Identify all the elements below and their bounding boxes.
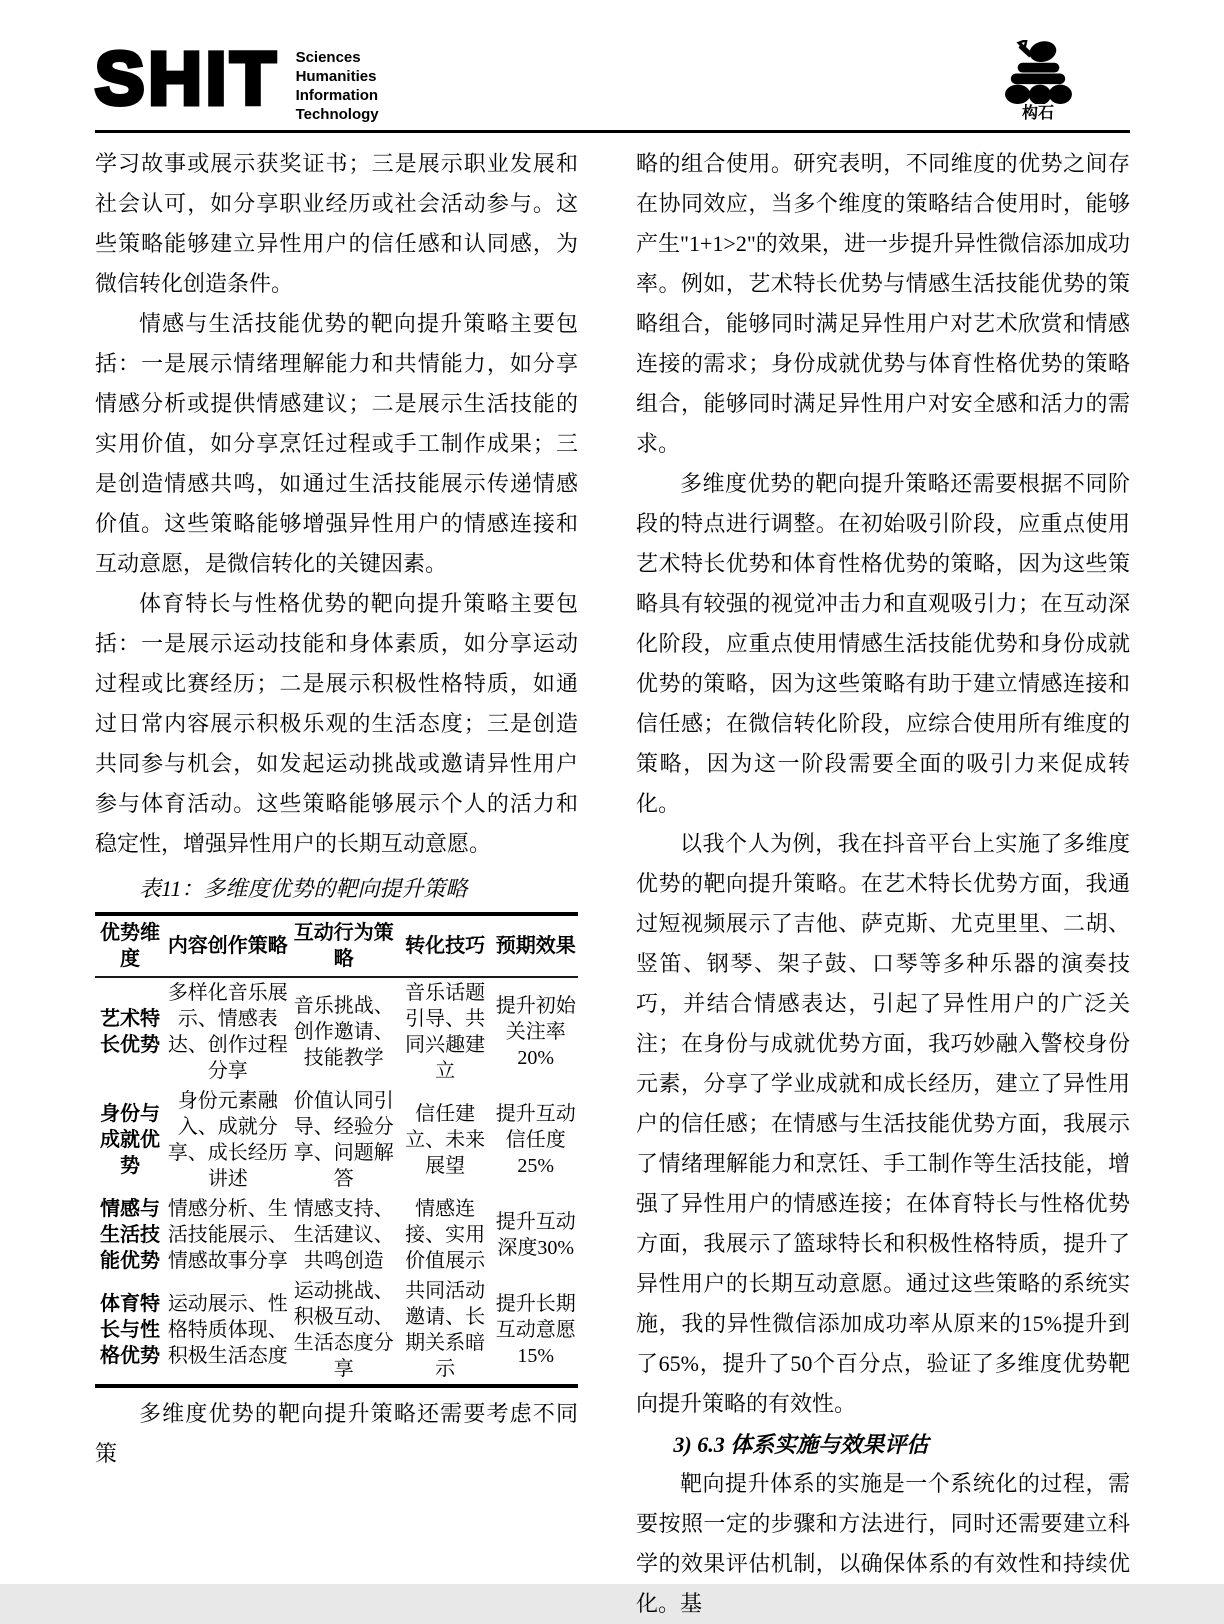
table-cell: 价值认同引导、经验分享、问题解答: [293, 1090, 394, 1190]
paragraph: 学习故事或展示获奖证书；三是展示职业发展和社会认可，如分享职业经历或社会活动参与。这些策略能够建立异性用户的信任感和认同感，为微信转化创造条件。: [95, 151, 578, 296]
table-caption: 表11：多维度优势的靶向提升策略: [139, 876, 468, 901]
table-cell: 信任建立、未来展望: [405, 1103, 486, 1177]
paragraph: 略的组合使用。研究表明，不同维度的优势之间存在协同效应，当多个维度的策略结合使用时，能够产生"1+1>2"的效果，进一步提升异性微信添加成功率。例如，艺术特长优势与情感生活技能优势的策略组合，能够同时满足异性用户对艺术欣赏和情感连接的需求；身份成就优势与体育性格优势的策略组合，能够同时满足异性用户对安全感和活力的需求。: [636, 151, 1130, 456]
table-row: [95, 1276, 578, 1386]
table-cell: 共同活动邀请、长期关系暗示: [405, 1280, 486, 1380]
paragraph: 情感与生活技能优势的靶向提升策略主要包括：一是展示情绪理解能力和共情能力，如分享情感分析或提供情感建议；二是展示生活技能的实用价值，如分享烹饪过程或手工制作成果；三是创造情感共鸣，如通过生活技能展示传递情感价值。这些策略能够增强异性用户的情感连接和互动意愿，是微信转化的关键因素。: [95, 311, 578, 576]
table-header-cell: 预期效果: [493, 914, 578, 977]
left-column: [95, 144, 578, 1624]
table-cell: 提升互动信任度25%: [495, 1103, 576, 1177]
table-row: [95, 977, 578, 1086]
article-body: [95, 144, 1130, 1624]
page-header: [95, 37, 1130, 130]
table-header-cell: 优势维度: [95, 914, 165, 977]
rock-pile-icon: [1000, 40, 1076, 104]
table-cell: 情感支持、生活建议、共鸣创造: [293, 1198, 394, 1272]
table-header-cell: 转化技巧: [397, 914, 494, 977]
tagline-line: Technology: [295, 106, 379, 123]
strategy-table: [95, 912, 578, 1388]
table-header-cell: 互动行为策略: [291, 914, 397, 977]
table-header-row: [95, 914, 578, 977]
table-cell: 多样化音乐展示、情感表达、创作过程分享: [167, 982, 288, 1082]
tagline-line: Humanities: [295, 68, 377, 85]
table-cell: 艺术特长优势: [100, 1008, 161, 1056]
publisher-logo: [992, 40, 1084, 123]
journal-logo: SHIT: [95, 37, 280, 120]
journal-logo-block: [95, 37, 379, 124]
table-cell: 音乐话题引导、共同兴趣建立: [405, 982, 486, 1082]
journal-tagline: [296, 40, 379, 124]
table-cell: 运动挑战、积极互动、生活态度分享: [293, 1280, 394, 1380]
table-cell: 情感连接、实用价值展示: [405, 1198, 486, 1272]
table-cell: 情感分析、生活技能展示、情感故事分享: [167, 1198, 288, 1272]
section-heading: 3) 6.3 体系实施与效果评估: [673, 1432, 929, 1457]
table-cell: 提升互动深度30%: [495, 1211, 576, 1259]
tagline-line: Sciences: [295, 49, 361, 66]
header-rule: [95, 130, 1130, 133]
table-cell: 身份元素融入、成就分享、成长经历讲述: [167, 1090, 288, 1190]
table-cell: 提升长期互动意愿15%: [495, 1293, 576, 1367]
table-row: [95, 1086, 578, 1194]
paragraph: 以我个人为例，我在抖音平台上实施了多维度优势的靶向提升策略。在艺术特长优势方面，我通过短视频展示了吉他、萨克斯、尤克里里、二胡、竖笛、钢琴、架子鼓、口琴等多种乐器的演奏技巧，并结合情感表达，引起了异性用户的广泛关注；在身份与成就优势方面，我巧妙融入警校身份元素，分享了学业成就和成长经历，建立了异性用户的信任感；在情感与生活技能优势方面，我展示了情绪理解能力和烹饪、手工制作等生活技能，增强了异性用户的情感连接；在体育特长与性格优势方面，我展示了篮球特长和积极性格特质，提升了异性用户的长期互动意愿。通过这些策略的系统实施，我的异性微信添加成功率从原来的15%提升到了65%，提升了50个百分点，验证了多维度优势靶向提升策略的有效性。: [636, 831, 1130, 1416]
paragraph: 多维度优势的靶向提升策略还需要根据不同阶段的特点进行调整。在初始吸引阶段，应重点使用艺术特长优势和体育性格优势的策略，因为这些策略具有较强的视觉冲击力和直观吸引力；在互动深化阶段，应重点使用情感生活技能优势和身份成就优势的策略，因为这些策略有助于建立情感连接和信任感；在微信转化阶段，应综合使用所有维度的策略，因为这一阶段需要全面的吸引力来促成转化。: [636, 471, 1130, 816]
right-column: [636, 144, 1130, 1624]
table-header-cell: 内容创作策略: [165, 914, 291, 977]
paragraph: 多维度优势的靶向提升策略还需要考虑不同策: [95, 1401, 578, 1466]
table-cell: 情感与生活技能优势: [100, 1198, 161, 1272]
table-cell: 身份与成就优势: [100, 1103, 161, 1177]
publisher-name: 构石: [1021, 105, 1054, 122]
table-cell: 提升初始关注率20%: [495, 995, 576, 1069]
table-row: [95, 1194, 578, 1276]
table-cell: 运动展示、性格特质体现、积极生活态度: [167, 1293, 288, 1367]
paragraph: 靶向提升体系的实施是一个系统化的过程，需要按照一定的步骤和方法进行，同时还需要建立科学的效果评估机制，以确保体系的有效性和持续优化。基: [636, 1471, 1130, 1616]
table-cell: 音乐挑战、创作邀请、技能教学: [293, 995, 394, 1069]
tagline-line: Information: [295, 87, 379, 104]
paragraph: 体育特长与性格优势的靶向提升策略主要包括：一是展示运动技能和身体素质，如分享运动过程或比赛经历；二是展示积极性格特质，如通过日常内容展示积极乐观的生活态度；三是创造共同参与机会，如发起运动挑战或邀请异性用户参与体育活动。这些策略能够展示个人的活力和稳定性，增强异性用户的长期互动意愿。: [95, 591, 578, 856]
table-cell: 体育特长与性格优势: [100, 1293, 161, 1367]
